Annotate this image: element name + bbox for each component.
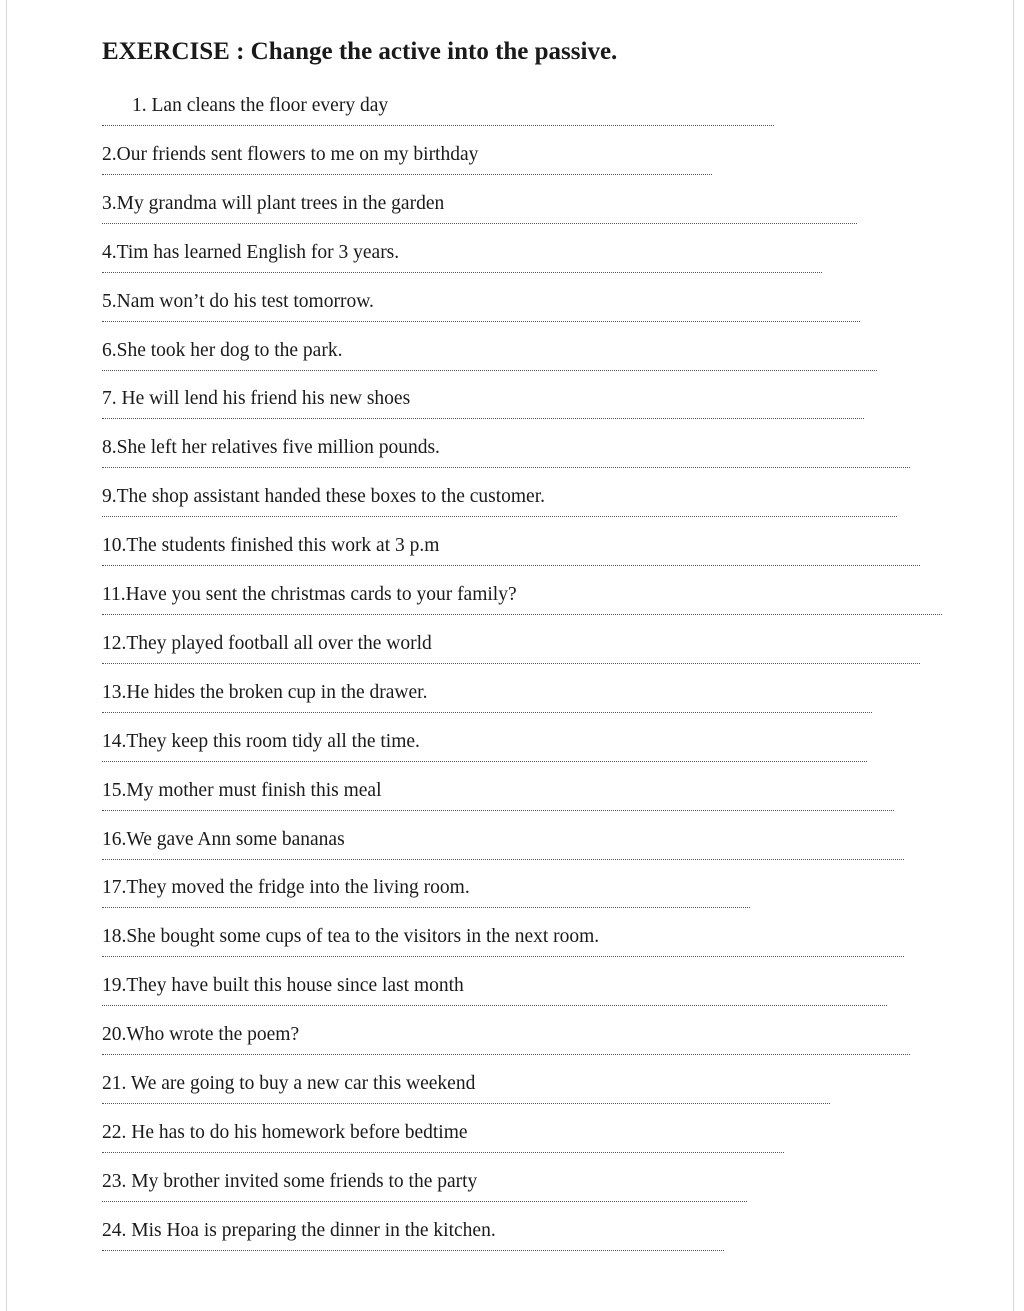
question-text: 8.She left her relatives five million pounds. bbox=[102, 437, 440, 458]
question-text: 24. Mis Hoa is preparing the dinner in the kitchen. bbox=[102, 1220, 496, 1241]
answer-line[interactable] bbox=[102, 761, 867, 762]
question-text: 14.They keep this room tidy all the time. bbox=[102, 731, 420, 752]
question-text: 20.Who wrote the poem? bbox=[102, 1024, 300, 1045]
answer-line[interactable] bbox=[102, 418, 864, 419]
question-text: 2.Our friends sent flowers to me on my birthday bbox=[102, 144, 479, 165]
question-text: 23. My brother invited some friends to the party bbox=[102, 1171, 478, 1192]
question-text: 3.My grandma will plant trees in the garden bbox=[102, 193, 445, 214]
answer-line[interactable] bbox=[102, 614, 942, 615]
question-text: 10.The students finished this work at 3 p.m bbox=[102, 535, 440, 556]
exercise-title: EXERCISE : Change the active into the passive. bbox=[102, 38, 618, 65]
answer-line[interactable] bbox=[102, 956, 904, 957]
question-text: 19.They have built this house since last month bbox=[102, 975, 464, 996]
question-text: 5.Nam won’t do his test tomorrow. bbox=[102, 291, 374, 312]
question-text: 17.They moved the fridge into the living room. bbox=[102, 877, 470, 898]
answer-line[interactable] bbox=[102, 810, 894, 811]
answer-line[interactable] bbox=[102, 370, 877, 371]
answer-line[interactable] bbox=[102, 663, 920, 664]
answer-line[interactable] bbox=[102, 1152, 784, 1153]
question-text: 4.Tim has learned English for 3 years. bbox=[102, 242, 400, 263]
question-text: 1. Lan cleans the floor every day bbox=[132, 95, 389, 116]
question-text: 6.She took her dog to the park. bbox=[102, 340, 343, 361]
question-text: 9.The shop assistant handed these boxes to the customer. bbox=[102, 486, 545, 507]
answer-line[interactable] bbox=[102, 859, 904, 860]
question-text: 16.We gave Ann some bananas bbox=[102, 829, 345, 850]
question-text: 21. We are going to buy a new car this weekend bbox=[102, 1073, 476, 1094]
question-text: 13.He hides the broken cup in the drawer. bbox=[102, 682, 428, 703]
question-text: 18.She bought some cups of tea to the visitors in the next room. bbox=[102, 926, 600, 947]
answer-line[interactable] bbox=[102, 125, 774, 126]
page-edge-left bbox=[6, 0, 7, 1311]
answer-line[interactable] bbox=[102, 467, 910, 468]
answer-line[interactable] bbox=[102, 516, 897, 517]
answer-line[interactable] bbox=[102, 1250, 724, 1251]
answer-line[interactable] bbox=[102, 174, 712, 175]
answer-line[interactable] bbox=[102, 321, 860, 322]
answer-line[interactable] bbox=[102, 1201, 747, 1202]
question-text: 15.My mother must finish this meal bbox=[102, 780, 382, 801]
page-edge-right bbox=[1013, 0, 1014, 1311]
answer-line[interactable] bbox=[102, 223, 857, 224]
question-text: 11.Have you sent the christmas cards to your family? bbox=[102, 584, 517, 605]
answer-line[interactable] bbox=[102, 712, 872, 713]
question-text: 12.They played football all over the world bbox=[102, 633, 432, 654]
answer-line[interactable] bbox=[102, 1005, 887, 1006]
question-text: 22. He has to do his homework before bedtime bbox=[102, 1122, 468, 1143]
question-text: 7. He will lend his friend his new shoes bbox=[102, 388, 411, 409]
answer-line[interactable] bbox=[102, 272, 822, 273]
answer-line[interactable] bbox=[102, 1054, 910, 1055]
answer-line[interactable] bbox=[102, 565, 920, 566]
answer-line[interactable] bbox=[102, 1103, 830, 1104]
answer-line[interactable] bbox=[102, 907, 750, 908]
